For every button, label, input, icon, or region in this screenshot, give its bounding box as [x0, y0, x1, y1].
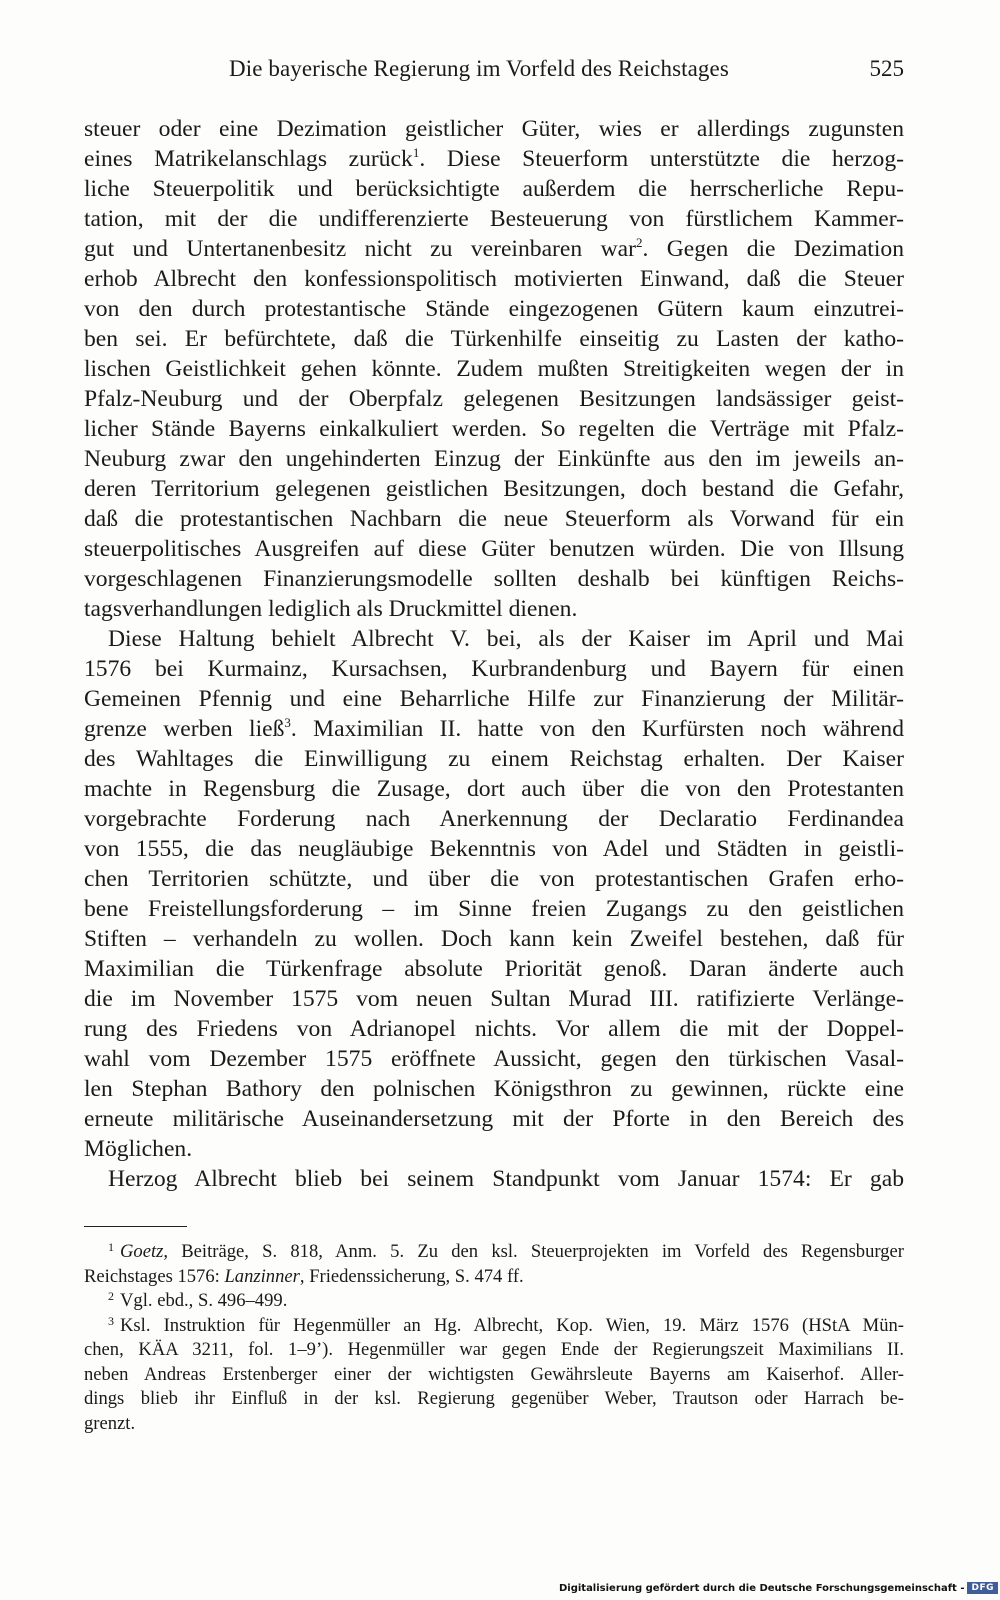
- text-line: deren Territorium gelegenen geistlichen Besitzungen, doch bestand die Gefahr,: [84, 476, 904, 502]
- text-line: steuer oder eine Dezimation geistlicher Güter, wies er allerdings zugunsten: [84, 116, 904, 142]
- text-line: steuerpolitisches Ausgreifen auf diese Güter benutzen würden. Die von Illsung: [84, 536, 904, 562]
- text-line: die im November 1575 vom neuen Sultan Murad III. ratifizierte Verlänge-: [84, 986, 904, 1012]
- text-line: Herzog Albrecht blieb bei seinem Standpunkt vom Januar 1574: Er gab: [108, 1166, 904, 1192]
- footnote-mark: 3: [108, 1313, 114, 1328]
- text-line: Neuburg zwar den ungehinderten Einzug der Einkünfte aus den im jeweils an-: [84, 446, 904, 472]
- footnote-2: $^2$ Vgl. ebd., S. 496–499.: [108, 1289, 288, 1311]
- funding-banner: [559, 1580, 998, 1596]
- text-line: len Stephan Bathory den polnischen Königsthron zu gewinnen, rückte eine: [84, 1076, 904, 1102]
- text-line: 1576 bei Kurmainz, Kursachsen, Kurbrandenburg und Bayern für einen: [84, 656, 904, 682]
- footnote-3-cont: chen, KÄA 3211, fol. 1–9’). Hegenmüller war gegen Ende der Regierungszeit Maximilians II.: [84, 1339, 904, 1360]
- footnote-3-cont: dings blieb ihr Einfluß in der ksl. Regierung gegenüber Weber, Trautson oder Harrach be-: [84, 1388, 904, 1409]
- footnote-1-cont: Reichstages 1576: Lanzinner, Friedenssicherung, S. 474 ff.: [84, 1265, 524, 1287]
- text-line: von 1555, die das neugläubige Bekenntnis von Adel und Städten in geistli-: [84, 836, 904, 862]
- text-line: licher Stände Bayerns einkalkuliert werden. So regelten die Verträge mit Pfalz-: [84, 416, 904, 442]
- text-line: bene Freistellungsforderung – im Sinne freien Zugangs zu den geistlichen: [84, 896, 904, 922]
- funding-text: Digitalisierung gefördert durch die Deutsche Forschungsgemeinschaft -: [558, 1582, 965, 1594]
- page-header: [84, 56, 904, 86]
- text-line: grenze werben ließ$^3$. Maximilian II. hatte von den Kurfürsten noch während: [84, 715, 904, 742]
- footnote-3: $^3$ Ksl. Instruktion für Hegenmüller an Hg. Albrecht, Kop. Wien, 19. März 1576 (HStA Mün-: [108, 1313, 904, 1336]
- footnotes: [84, 1240, 904, 1436]
- text-line: vorgebrachte Forderung nach Anerkennung der Declaratio Ferdinandea: [84, 806, 904, 832]
- text-line: Möglichen.: [84, 1136, 193, 1162]
- text-line: erneute militärische Auseinandersetzung mit der Pforte in den Bereich des: [84, 1106, 904, 1132]
- footnote-reference[interactable]: 3: [284, 715, 291, 730]
- footnote-3-cont: grenzt.: [84, 1412, 136, 1434]
- text-line: Stiften – verhandeln zu wollen. Doch kann kein Zweifel bestehen, daß für: [84, 926, 904, 952]
- text-line: chen Territorien schützte, und über die von protestantischen Grafen erho-: [84, 866, 904, 892]
- footnote-reference[interactable]: 1: [412, 145, 420, 160]
- footnote-mark: 1: [108, 1240, 114, 1254]
- text-line: Maximilian die Türkenfrage absolute Priorität genoß. Daran änderte auch: [84, 956, 904, 982]
- text-line: von den durch protestantische Stände eingezogenen Gütern kaum einzutrei-: [84, 296, 904, 322]
- page-number: 525: [869, 56, 904, 81]
- text-line: Diese Haltung behielt Albrecht V. bei, als der Kaiser im April und Mai: [108, 626, 904, 652]
- text-line: ben sei. Er befürchtete, daß die Türkenhilfe einseitig zu Lasten der katho-: [84, 326, 904, 352]
- text-line: Pfalz-Neuburg und der Oberpfalz gelegenen Besitzungen landsässiger geist-: [84, 386, 904, 412]
- text-line: vorgeschlagenen Finanzierungsmodelle sollten deshalb bei künftigen Reichs-: [84, 566, 904, 592]
- text-line: tation, mit der die undifferenzierte Besteuerung von fürstlichem Kammer-: [84, 206, 904, 232]
- text-line: daß die protestantischen Nachbarn die neue Steuerform als Vorwand für ein: [84, 506, 904, 532]
- footnote-separator: [84, 1226, 187, 1227]
- text-line: rung des Friedens von Adrianopel nichts. Vor allem die mit der Doppel-: [84, 1016, 904, 1042]
- footnote-reference[interactable]: 2: [635, 235, 643, 250]
- dfg-logo[interactable]: DFG: [967, 1582, 998, 1594]
- running-title: Die bayerische Regierung im Vorfeld des Reichstages: [229, 56, 729, 81]
- text-line: eines Matrikelanschlags zurück$^1$. Diese Steuerform unterstützte die herzog-: [84, 145, 904, 172]
- text-line: gut und Untertanenbesitz nicht zu vereinbaren war$^2$. Gegen die Dezimation: [84, 235, 904, 262]
- footnote-mark: 2: [108, 1289, 114, 1303]
- text-line: erhob Albrecht den konfessionspolitisch motivierten Einwand, daß die Steuer: [84, 266, 904, 292]
- text-line: lischen Geistlichkeit gehen könnte. Zudem mußten Streitigkeiten wegen der in: [84, 356, 904, 382]
- text-line: liche Steuerpolitik und berücksichtigte außerdem die herrscherliche Repu-: [84, 176, 904, 202]
- text-line: des Wahltages die Einwilligung zu einem Reichstag erhalten. Der Kaiser: [84, 746, 904, 772]
- body-text: [84, 114, 904, 1194]
- text-line: wahl vom Dezember 1575 eröffnete Aussicht, gegen den türkischen Vasal-: [84, 1046, 904, 1072]
- text-line: machte in Regensburg die Zusage, dort auch über die von den Protestanten: [84, 776, 904, 802]
- text-line: tagsverhandlungen lediglich als Druckmittel dienen.: [84, 596, 578, 622]
- footnote-3-cont: neben Andreas Erstenberger einer der wichtigsten Gewährsleute Bayerns am Kaiserhof. Aller-: [84, 1363, 904, 1385]
- footnote-1: $^1$ Goetz, Beiträge, S. 818, Anm. 5. Zu den ksl. Steuerprojekten im Vorfeld des Regensburger: [108, 1240, 904, 1262]
- text-line: Gemeinen Pfennig und eine Beharrliche Hilfe zur Finanzierung der Militär-: [84, 686, 904, 712]
